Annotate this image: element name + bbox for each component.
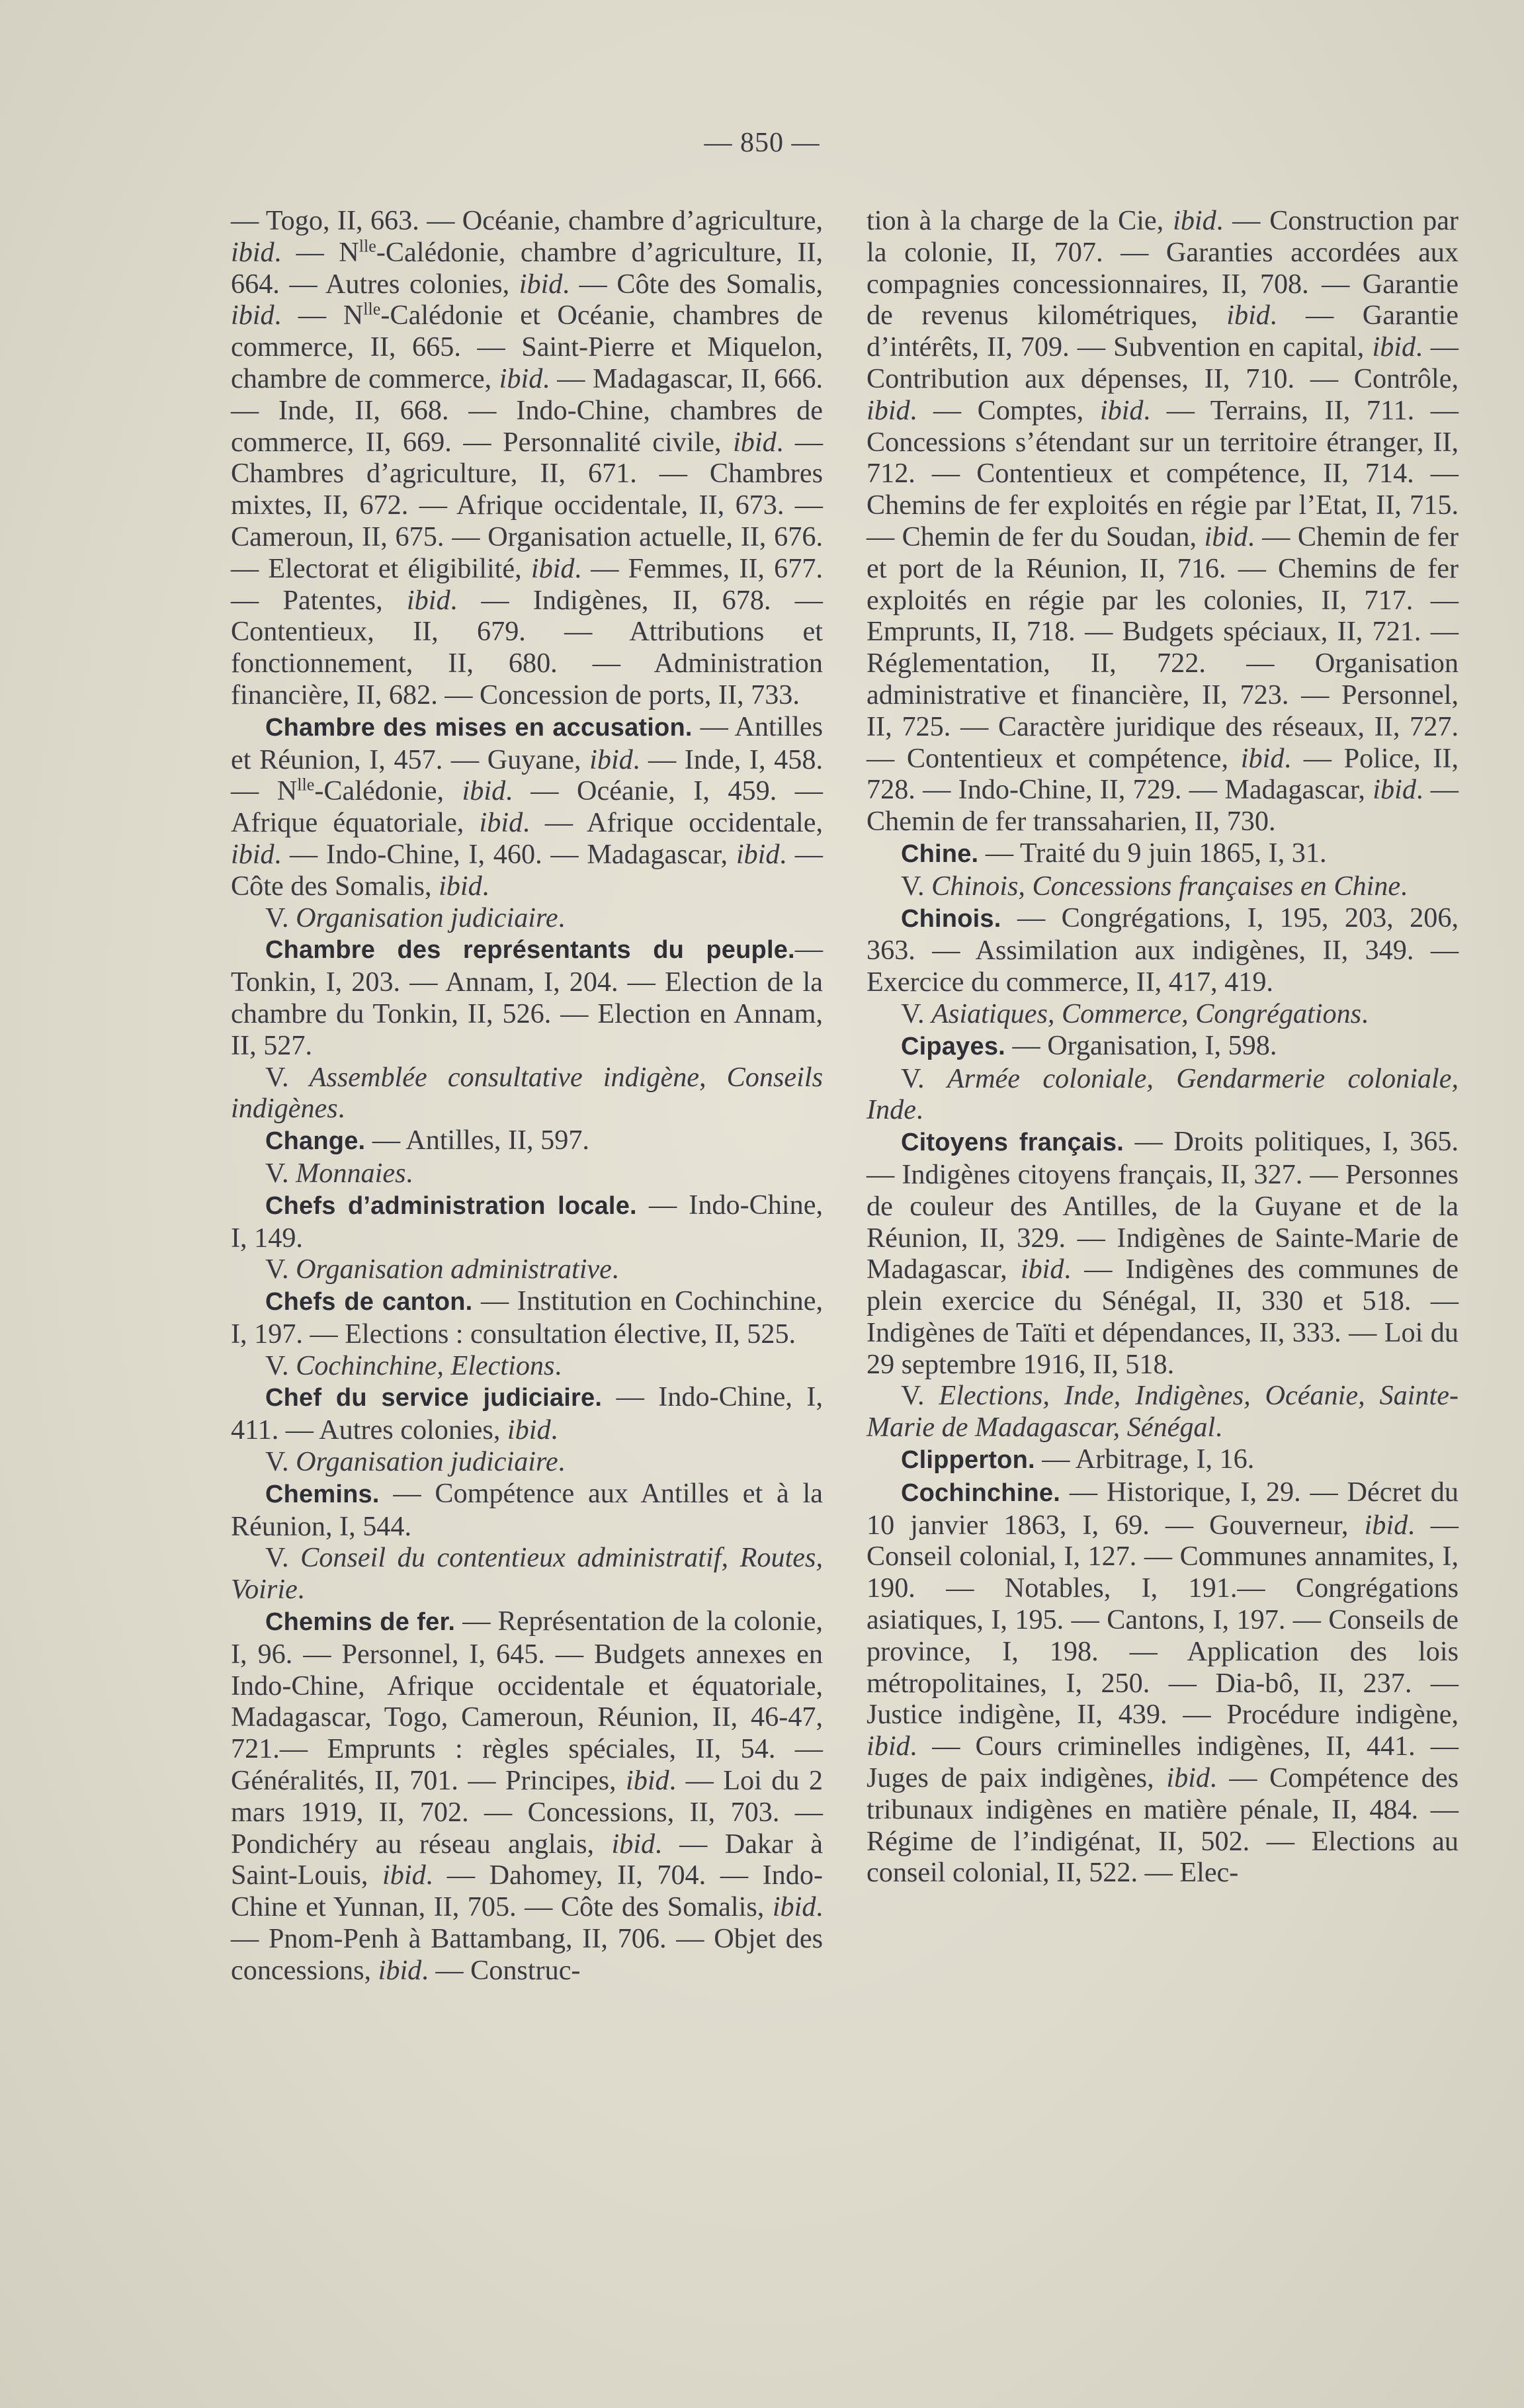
italic-text: ibid	[1226, 300, 1270, 331]
entry-headword: Change.	[265, 1127, 366, 1156]
entry-text: V.	[265, 1061, 310, 1093]
entry-text: . — Océanie, I, 459. — Afrique équatoriale,	[231, 775, 823, 839]
italic-text: ibid	[772, 1891, 816, 1923]
italic-text: ibid	[1204, 521, 1248, 552]
entry-text: . — Police, II, 728. — Indo-Chine, II, 729. — Madagascar,	[867, 742, 1459, 806]
entry-text: — Antilles et Réunion, I, 457. — Guyane,	[231, 710, 823, 775]
italic-text: Organisation administrative	[296, 1254, 612, 1285]
entry-headword: Chambre des représentants du peuple.	[265, 936, 795, 965]
cross-reference	[231, 1542, 823, 1606]
entry-text: — Compétence aux Antilles et à la Réunion, I, 544.	[231, 1477, 823, 1542]
index-entry	[231, 1189, 823, 1254]
entry-text: V.	[265, 1350, 296, 1381]
italic-text: ibid	[733, 426, 777, 458]
entry-text: .— Pnom-Penh à Battambang, II, 706. — Objet des concessions,	[231, 1891, 823, 1986]
entry-text: . — Contribution aux dépenses, II, 710. — Contrôle,	[867, 331, 1459, 394]
italic-text: ibid	[439, 870, 482, 902]
entry-text: .	[558, 1446, 566, 1478]
entry-text: — Antilles, II, 597.	[365, 1125, 589, 1156]
italic-text: ibid	[1372, 331, 1416, 363]
entry-text: . — Comptes,	[910, 394, 1100, 426]
italic-text: ibid	[1099, 394, 1144, 426]
italic-text: Asiatiques, Commerce, Congrégations	[931, 998, 1362, 1029]
cross-reference	[231, 1158, 823, 1189]
entry-text: — Tonkin, I, 203. — Annam, I, 204. — Election de la chambre du Tonkin, II, 526. — Election en Annam, II, 527.	[231, 933, 823, 1061]
index-entry	[867, 1030, 1459, 1063]
entry-headword: Chefs de canton.	[265, 1288, 473, 1316]
entry-text: -Calédonie,	[314, 775, 462, 807]
entry-text: . — Côte des Somalis,	[231, 838, 823, 902]
entry-text: -Calédonie et Océanie, chambres de commerce, II, 665. — Saint-Pierre et Miquelon, chambre de commerce,	[231, 300, 823, 394]
entry-headword: Chemins.	[265, 1480, 380, 1508]
entry-text: .	[1361, 998, 1369, 1029]
cross-reference	[231, 1062, 823, 1125]
entry-text: . — Indigènes des communes de plein exercice du Sénégal, II, 330 et 518. — Indigènes de Taïti et dépendances, II, 333. — Loi du 29 septembre 1916, II, 518.	[867, 1254, 1459, 1380]
entry-headword: Chemins de fer.	[265, 1608, 456, 1637]
italic-text: ibid	[626, 1765, 669, 1797]
entry-text: . — Loi du 2 mars 1919, II, 702. — Concessions, II, 703. — Pondichéry au réseau anglais,	[231, 1765, 823, 1860]
entry-text: .	[558, 902, 566, 933]
superscript: lle	[363, 300, 381, 320]
entry-text: V.	[901, 1380, 939, 1412]
entry-text: . — Construc-	[421, 1954, 581, 1986]
entry-text: . — Inde, I, 458. — N	[231, 744, 823, 807]
entry-headword: Chambre des mises en accusation.	[265, 713, 693, 742]
index-entry	[867, 838, 1459, 871]
entry-text: . — Dahomey, II, 704. — Indo-Chine et Yunnan, II, 705. — Côte des Somalis,	[231, 1860, 824, 1923]
italic-text: ibid	[479, 807, 523, 839]
entry-text: .	[554, 1350, 562, 1381]
italic-text: ibid	[231, 300, 275, 331]
entry-text: — Congrégations, I, 195, 203, 206, 363. — Assimilation aux indigènes, II, 349. — Exercice du commerce, II, 417, 419.	[867, 902, 1459, 998]
entry-headword: Cipayes.	[901, 1032, 1005, 1060]
italic-text: Cochinchine, Elections	[296, 1350, 555, 1381]
italic-text: ibid	[1166, 1762, 1210, 1794]
superscript: lle	[359, 236, 376, 256]
entry-headword: Cochinchine.	[901, 1479, 1060, 1507]
cross-reference	[231, 1254, 823, 1285]
index-entry-continuation	[867, 205, 1459, 838]
italic-text: ibid	[1020, 1254, 1064, 1285]
italic-text: Organisation judiciaire	[296, 902, 558, 933]
italic-text: ibid	[611, 1828, 656, 1860]
entry-text: . — Dakar à Saint-Louis,	[231, 1828, 823, 1891]
italic-text: ibid	[1364, 1509, 1408, 1541]
italic-text: ibid	[1373, 774, 1416, 806]
entry-text: . — Madagascar, II, 666. — Inde, II, 668. — Indo-Chine, chambres de commerce, II, 669. — Personnalité civile,	[231, 363, 823, 458]
index-entry	[867, 1443, 1459, 1477]
entry-text: . — Garantie d’intérêts, II, 709. — Subvention en capital,	[867, 300, 1459, 363]
entry-text: — Historique, I, 29. — Décret du 10 janvier 1863, I, 69. — Gouverneur,	[867, 1476, 1459, 1541]
entry-text: . — N	[274, 300, 364, 331]
italic-text: ibid	[378, 1954, 422, 1986]
entry-text: . — Cours criminelles indigènes, II, 441. — Juges de paix indigènes,	[867, 1731, 1459, 1794]
entry-text: — Représentation de la colonie, I, 96. — Personnel, I, 645. — Budgets annexes en Indo-Chine, Afrique occidentale et équatoriale, Madagascar, Togo, Cameroun, Réunion, II, 46-47, 721.— Emprunts : règles spéciales, II, 54. — Généralités, II, 701. — Principes,	[231, 1606, 823, 1797]
entry-headword: Chef du service judiciaire.	[265, 1384, 603, 1412]
entry-text: . — Construction par la colonie, II, 707. — Garanties accordées aux compagnies concessionnaires, II, 708. — Garantie de revenus kilométriques,	[867, 205, 1459, 331]
index-entry	[867, 1477, 1459, 1889]
italic-text: Assemblée consultative indigène, Conseils indigènes	[231, 1061, 823, 1125]
superscript: lle	[297, 775, 315, 795]
entry-text: . — Côte des Somalis,	[562, 268, 823, 300]
index-entry	[231, 933, 823, 1061]
italic-text: ibid	[867, 1731, 910, 1762]
cross-reference	[867, 1063, 1459, 1127]
italic-text: ibid	[382, 1860, 426, 1891]
cross-reference	[231, 1350, 823, 1382]
entry-text: . — Indigènes, II, 678. — Contentieux, II, 679. — Attributions et fonctionnement, II, 680. — Administration financière, II, 682. — Concession de ports, II, 733.	[231, 584, 823, 710]
index-entry	[231, 1285, 823, 1350]
entry-text: .	[1400, 870, 1408, 902]
index-entry	[231, 1606, 823, 1987]
entry-text: V.	[265, 1542, 301, 1574]
entry-text: . — Chemin de fer et port de la Réunion, II, 716. — Chemins de fer exploités en régie par les colonies, II, 717. — Emprunts, II, 718. — Budgets spéciaux, II, 721. — Réglementation, II, 722. — Organisation administrative et financière, II, 723. — Personnel, II, 725. — Caractère juridique des réseaux, II, 727. — Contentieux et compétence,	[867, 521, 1459, 774]
entry-text: — Togo, II, 663. — Océanie, chambre d’agriculture,	[231, 205, 823, 236]
index-entry	[231, 1125, 823, 1158]
cross-reference	[867, 1380, 1459, 1443]
entry-text: . — Terrains, II, 711. — Concessions s’étendant sur un territoire étranger, II, 712. — Contentieux et compétence, II, 714. — Chemins de fer exploités en régie par l’Etat, II, 715. — Chemin de fer du Soudan,	[867, 394, 1459, 552]
italic-text: Conseil du contentieux administratif, Routes, Voirie	[231, 1542, 823, 1606]
italic-text: ibid	[736, 838, 780, 870]
entry-headword: Citoyens français.	[901, 1129, 1124, 1157]
italic-text: ibid	[1240, 742, 1285, 774]
entry-text: . — N	[274, 236, 359, 268]
entry-text: — Organisation, I, 598.	[1005, 1029, 1277, 1061]
entry-text: . — Compétence des tribunaux indigènes en matière pénale, II, 484. — Régime de l’indigénat, II, 502. — Elections au conseil colonial, II, 522. — Elec-	[867, 1762, 1459, 1889]
entry-text: . — Conseil colonial, I, 127. — Communes annamites, I, 190. — Notables, I, 191.— Congrégations asiatiques, I, 195. — Cantons, I, 197. — Conseils de province, I, 198. — Application des lois métropolitaines, I, 250. — Dia-bô, II, 237. — Justice indigène, II, 439. — Procédure indigène,	[867, 1509, 1459, 1731]
italic-text: ibid	[462, 775, 506, 807]
page-number: — 850 —	[704, 128, 820, 158]
index-entry	[867, 1126, 1459, 1380]
entry-headword: Chefs d’administration locale.	[265, 1191, 637, 1220]
index-entry	[867, 902, 1459, 998]
italic-text: Chinois, Concessions françaises en Chine	[931, 870, 1401, 902]
entry-headword: Clipperton.	[901, 1446, 1035, 1475]
cross-reference	[867, 871, 1459, 902]
cross-reference	[231, 1446, 823, 1478]
entry-text: .	[1215, 1412, 1222, 1443]
italic-text: ibid	[530, 552, 575, 584]
italic-text: Organisation judiciaire	[296, 1446, 558, 1478]
italic-text: ibid	[499, 363, 543, 394]
entry-text: . — Femmes, II, 677. — Patentes,	[231, 552, 823, 616]
entry-text: V.	[265, 1157, 296, 1189]
cross-reference	[867, 998, 1459, 1030]
entry-text: . — Indo-Chine, I, 460. — Madagascar,	[274, 838, 736, 870]
italic-text: Monnaies	[296, 1157, 406, 1189]
italic-text: ibid	[589, 744, 633, 775]
index-entry	[231, 711, 823, 902]
italic-text: ibid	[406, 584, 450, 616]
italic-text: ibid	[231, 838, 275, 870]
italic-text: ibid	[519, 268, 563, 300]
entry-text: .	[915, 1094, 923, 1126]
index-entry-continuation	[231, 205, 823, 711]
entry-text: V.	[901, 998, 932, 1029]
italic-text: ibid	[507, 1414, 551, 1446]
entry-text: — Droits politiques, I, 365. — Indigènes citoyens français, II, 327. — Personnes de couleur des Antilles, de la Guyane et de la Réunion, II, 329. — Indigènes de Sainte-Marie de Madagascar,	[867, 1126, 1459, 1285]
entry-headword: Chinois.	[901, 904, 1001, 933]
entry-text: .	[482, 870, 489, 902]
entry-text: . — Chambres d’agriculture, II, 671. — Chambres mixtes, II, 672. — Afrique occidentale, II, 673. — Cameroun, II, 675. — Organisation actuelle, II, 676. — Electorat et éligibilité,	[231, 426, 823, 584]
entry-text: . — Afrique occidentale,	[523, 807, 824, 839]
left-column	[231, 205, 823, 1987]
italic-text: Armée coloniale, Gendarmerie coloniale, Inde	[867, 1062, 1459, 1126]
entry-text: V.	[265, 1446, 296, 1478]
entry-text: — Traité du 9 juin 1865, I, 31.	[978, 837, 1327, 869]
entry-text: V.	[901, 1062, 947, 1094]
entry-text: V.	[901, 870, 932, 902]
entry-text: — Indo-Chine, I, 149.	[231, 1189, 823, 1254]
entry-text: .	[611, 1254, 619, 1285]
right-column	[867, 205, 1459, 1889]
entry-text: .	[297, 1574, 305, 1606]
index-entry	[231, 1478, 823, 1543]
entry-text: V.	[265, 1254, 296, 1285]
entry-text: -Calédonie, chambre d’agriculture, II, 664. — Autres colonies,	[231, 236, 823, 300]
italic-text: ibid	[231, 236, 275, 268]
entry-text: .	[405, 1157, 413, 1189]
italic-text: Elections, Inde, Indigènes, Océanie, Sainte-Marie de Madagascar, Sénégal	[867, 1380, 1459, 1443]
entry-text: .	[550, 1414, 558, 1446]
cross-reference	[231, 902, 823, 934]
entry-text: — Institution en Cochinchine, I, 197. — Elections : consultation élective, II, 525.	[231, 1285, 823, 1350]
entry-text: .	[337, 1093, 345, 1125]
entry-text: tion à la charge de la Cie,	[867, 205, 1173, 236]
entry-text: — Arbitrage, I, 16.	[1035, 1443, 1255, 1475]
entry-text: . — Chemin de fer transsaharien, II, 730.	[867, 774, 1459, 838]
italic-text: ibid	[1173, 205, 1216, 236]
entry-text: V.	[265, 902, 296, 933]
entry-text: — Indo-Chine, I, 411. — Autres colonies,	[231, 1381, 824, 1446]
entry-headword: Chine.	[901, 839, 979, 868]
italic-text: ibid	[867, 394, 910, 426]
index-entry	[231, 1381, 823, 1446]
